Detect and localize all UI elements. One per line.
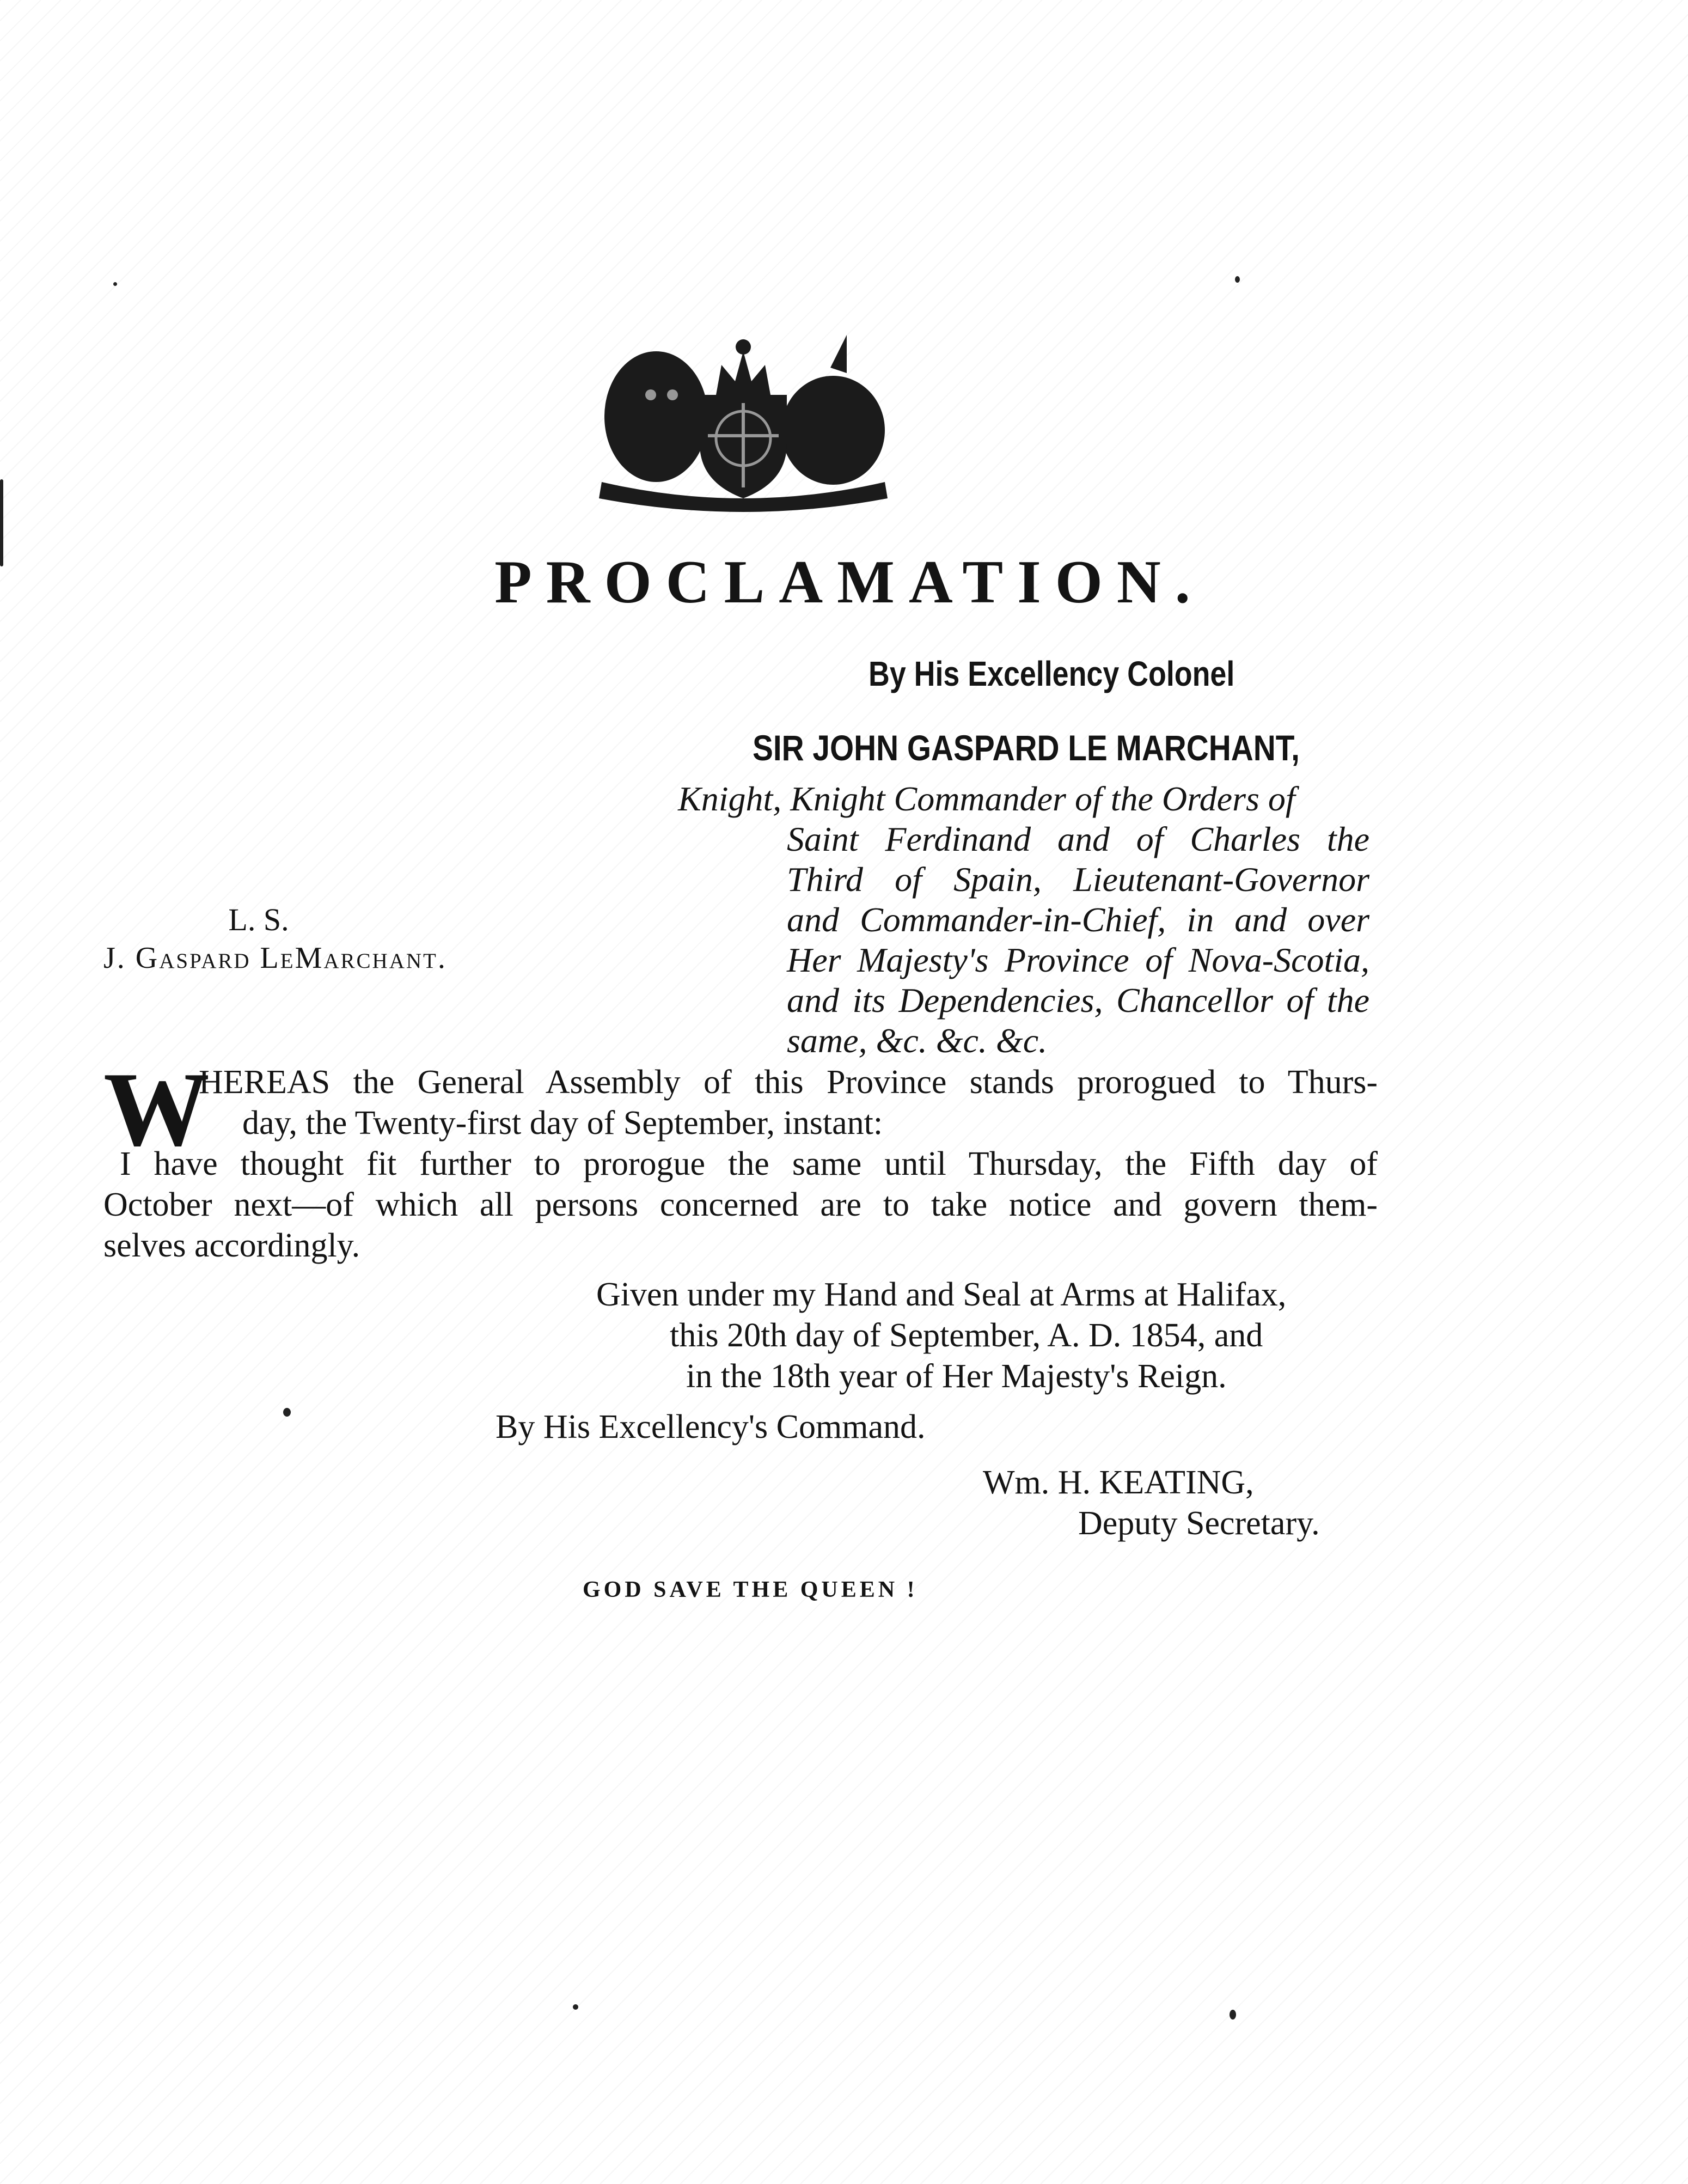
seal-signer: J. Gaspard LeMarchant. <box>103 941 447 975</box>
issuer-titles-line: Third of Spain, Lieutenant-Governor <box>787 860 1369 899</box>
given-clause <box>596 1274 1286 1397</box>
seal-ls: L. S. <box>228 902 289 937</box>
ink-speck <box>283 1408 291 1417</box>
issuer-name: SIR JOHN GASPARD LE MARCHANT, <box>753 728 1300 768</box>
ink-speck <box>113 282 117 286</box>
page-title: PROCLAMATION. <box>494 548 1204 616</box>
issuer-titles-line: and Commander-in-Chief, in and over <box>787 900 1369 939</box>
given-line: this 20th day of September, A. D. 1854, and <box>670 1317 1263 1354</box>
issuer-titles-line: Knight, Knight Commander of the Orders of <box>678 779 1295 818</box>
secretary-title: Deputy Secretary. <box>1078 1505 1320 1542</box>
body-line: HEREAS the General Assembly of this Province stands prorogued to Thurs- <box>199 1064 1378 1101</box>
body-line: I have thought fit further to prorogue the same until Thursday, the Fifth day of <box>120 1145 1378 1182</box>
body-line: October next—of which all persons concerned are to take notice and govern them- <box>103 1186 1378 1223</box>
issuer-titles-line: same, &c. &c. &c. <box>787 1021 1048 1060</box>
royal-coat-of-arms-icon <box>591 335 896 515</box>
drop-cap: W <box>103 1051 210 1168</box>
issuer-titles-line: Her Majesty's Province of Nova-Scotia, <box>787 941 1369 979</box>
command-line: By His Excellency's Command. <box>496 1408 926 1445</box>
issuer-by-line: By His Excellency Colonel <box>869 654 1235 693</box>
body-line: day, the Twenty-first day of September, instant: <box>242 1105 883 1142</box>
issuer-titles-line: and its Dependencies, Chancellor of the <box>787 981 1369 1020</box>
body-line: selves accordingly. <box>103 1227 360 1264</box>
issuer-titles-line: Saint Ferdinand and of Charles the <box>787 820 1369 858</box>
given-line: Given under my Hand and Seal at Arms at Halifax, <box>596 1276 1287 1313</box>
ink-speck <box>1230 2010 1236 2020</box>
proclamation-body <box>103 1051 1378 1266</box>
closing-line: GOD SAVE THE QUEEN ! <box>583 1577 918 1602</box>
ink-speck <box>1235 276 1240 283</box>
secretary-name: Wm. H. KEATING, <box>983 1464 1254 1501</box>
issuer-titles <box>787 819 1369 1061</box>
ink-speck <box>573 2004 578 2010</box>
secretary-block <box>983 1462 1320 1544</box>
given-line: in the 18th year of Her Majesty's Reign. <box>686 1358 1227 1395</box>
page-edge-mark <box>0 479 3 566</box>
